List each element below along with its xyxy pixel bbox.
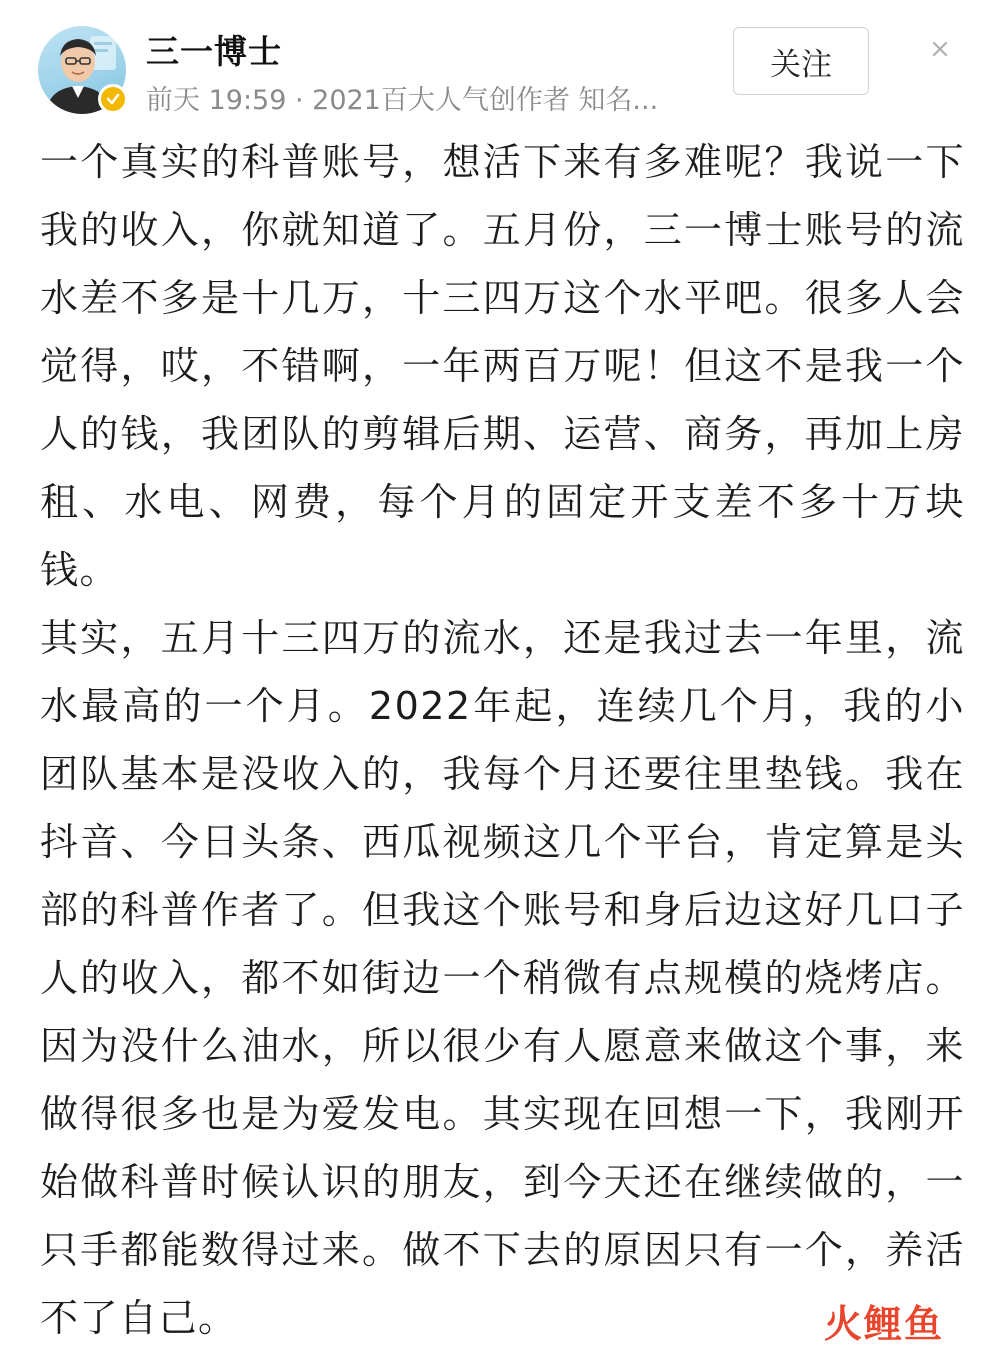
close-button[interactable] xyxy=(921,30,959,68)
post-body xyxy=(40,128,965,1347)
author-avatar[interactable] xyxy=(38,26,126,114)
close-icon xyxy=(931,40,949,58)
post-meta: 前天 19:59 · 2021百大人气创作者 知名... xyxy=(146,85,659,116)
post-paragraph: 一个真实的科普账号，想活下来有多难呢？我说一下我的收入，你就知道了。五月份，三一博士账号的流水差不多是十几万，十三四万这个水平吧。很多人会觉得，哎，不错啊，一年两百万呢！但这不是我一个人的钱，我团队的剪辑后期、运营、商务，再加上房租、水电、网费，每个月的固定开支差不多十万块钱。 xyxy=(40,140,965,592)
verified-badge-icon xyxy=(98,84,128,114)
follow-button[interactable]: 关注 xyxy=(733,27,869,95)
author-name[interactable]: 三一博士 xyxy=(146,32,282,71)
watermark-logo xyxy=(824,1296,994,1344)
post-paragraph: 其实，五月十三四万的流水，还是我过去一年里，流水最高的一个月。2022年起，连续几个月，我的小团队基本是没收入的，我每个月还要往里垫钱。我在抖音、今日头条、西瓜视频这几个平台，肯定算是头部的科普作者了。但我这个账号和身后边这好几口子人的收入，都不如街边一个稍微有点规模的烧烤店。因为没什么油水，所以很少有人愿意来做这个事，来做得很多也是为爱发电。其实现在回想一下，我刚开始做科普时候认识的朋友，到今天还在继续做的，一只手都能数得过来。做不下去的原因只有一个，养活不了自己。 xyxy=(40,616,965,1340)
post-header xyxy=(0,0,1002,128)
watermark-text: 火鲤鱼 xyxy=(824,1301,945,1346)
